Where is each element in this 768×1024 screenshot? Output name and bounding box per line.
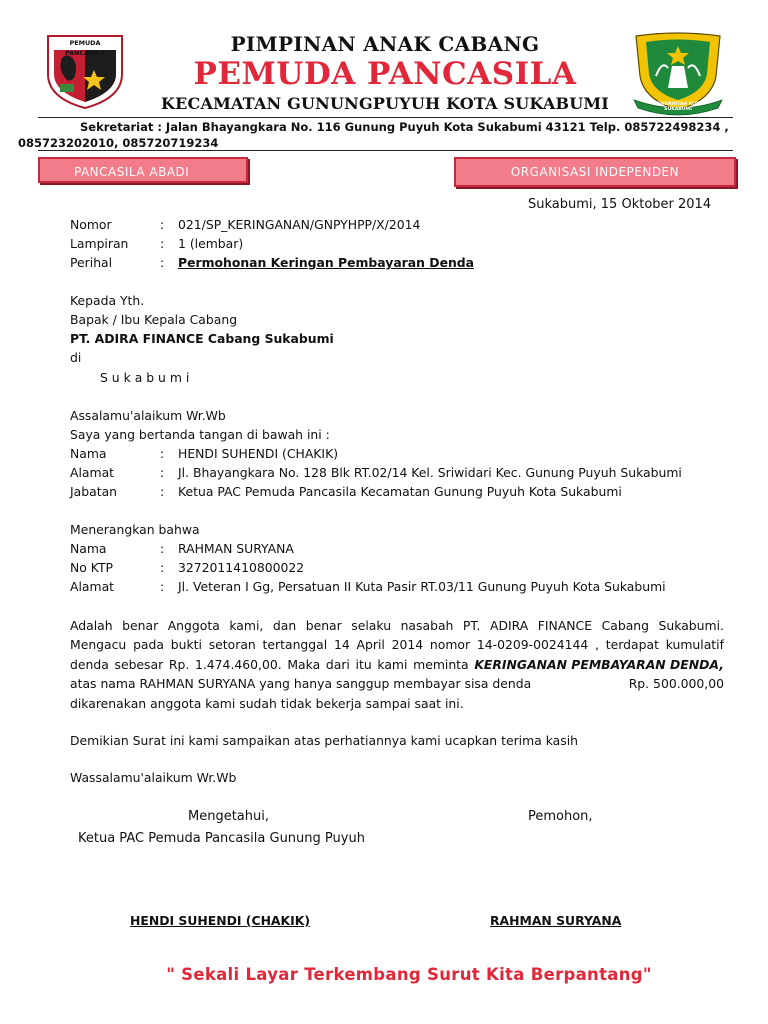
emphasis-keringanan: KERINGANAN PEMBAYARAN DENDA,	[474, 656, 724, 672]
member-label-alamat: Alamat	[70, 579, 115, 594]
signer-value-alamat: Jl. Bhayangkara No. 128 Blk RT.02/14 Kel. Sriwidari Kec. Gunung Puyuh Sukabumi	[178, 465, 682, 480]
closing-text: Demikian Surat ini kami sampaikan atas perhatiannya kami ucapkan terima kasih	[70, 733, 579, 748]
meta-value-lampiran: 1 (lembar)	[178, 236, 244, 251]
signature-left-role: Ketua PAC Pemuda Pancasila Gunung Puyuh	[78, 831, 365, 846]
letterhead-rule-bottom	[38, 150, 733, 151]
recipient-company: PT. ADIRA FINANCE Cabang Sukabumi	[70, 331, 334, 346]
signature-left-heading: Mengetahui,	[188, 809, 269, 824]
member-colon: :	[160, 560, 165, 575]
meta-value-perihal: Permohonan Keringan Pembayaran Denda	[178, 255, 475, 270]
meta-label-lampiran: Lampiran	[70, 236, 129, 251]
logo-left-caption: PEMUDA PANCASILA	[64, 39, 106, 57]
letterhead-rule-top	[38, 117, 733, 118]
paragraph-line: dikarenakan anggota kami sudah tidak bekerja sampai saat ini.	[70, 695, 464, 711]
signature-right-heading: Pemohon,	[528, 809, 593, 824]
meta-colon: :	[160, 255, 165, 270]
meta-colon: :	[160, 236, 165, 251]
greeting: Assalamu'alaikum Wr.Wb	[70, 408, 226, 423]
letterhead-org-line2: PEMUDA PANCASILA	[193, 56, 577, 92]
pemuda-pancasila-logo	[44, 34, 126, 110]
meta-label-perihal: Perihal	[70, 255, 113, 270]
signer-label-alamat: Alamat	[70, 465, 115, 480]
kota-sukabumi-emblem	[628, 30, 728, 116]
letterhead-address-line1: Sekretariat : Jalan Bhayangkara No. 116 Gunung Puyuh Kota Sukabumi 43121 Telp. 085722498234 ,	[80, 120, 729, 134]
banner-pancasila-abadi: PANCASILA ABADI	[38, 157, 248, 183]
farewell: Wassalamu'alaikum Wr.Wb	[70, 770, 237, 785]
member-value-nama: RAHMAN SURYANA	[178, 541, 294, 556]
paragraph-line: atas nama RAHMAN SURYANA yang hanya sanggup membayar sisa denda Rp. 500.000,00	[70, 674, 724, 693]
banner-organisasi-independen: ORGANISASI INDEPENDEN	[454, 157, 736, 187]
signer-colon: :	[160, 446, 165, 461]
letterhead-address-line2: 085723202010, 085720719234	[18, 136, 219, 150]
recipient-line1: Kepada Yth.	[70, 293, 145, 308]
member-colon: :	[160, 541, 165, 556]
logo-right-caption: PEMERINTAH KOTA SUKABUMI	[653, 102, 703, 112]
meta-value-nomor: 021/SP_KERINGANAN/GNPYHPP/X/2014	[178, 217, 421, 232]
letterhead-org-line3: KECAMATAN GUNUNGPUYUH KOTA SUKABUMI	[161, 94, 609, 113]
declares-text: Menerangkan bahwa	[70, 522, 200, 537]
meta-label-nomor: Nomor	[70, 217, 112, 232]
signer-colon: :	[160, 484, 165, 499]
recipient-line2: Bapak / Ibu Kepala Cabang	[70, 312, 238, 327]
member-value-ktp: 3272011410800022	[178, 560, 305, 575]
member-colon: :	[160, 579, 165, 594]
paragraph-line: Mengacu pada bukti setoran tertanggal 14 April 2014 nomor 14-0209-0024144 , terdapat kumulatif	[70, 637, 724, 653]
signer-colon: :	[160, 465, 165, 480]
recipient-city: S u k a b u m i	[100, 370, 190, 385]
body-paragraph	[70, 616, 724, 713]
signer-value-nama: HENDI SUHENDI (CHAKIK)	[178, 446, 339, 461]
signature-left-name: HENDI SUHENDI (CHAKIK)	[130, 913, 311, 928]
letterhead-org-line1: PIMPINAN ANAK CABANG	[230, 32, 540, 56]
signer-label-jabatan: Jabatan	[70, 484, 118, 499]
member-label-ktp: No KTP	[70, 560, 113, 575]
amount-remaining: Rp. 500.000,00	[628, 676, 724, 692]
meta-colon: :	[160, 217, 165, 232]
member-label-nama: Nama	[70, 541, 107, 556]
intro-text: Saya yang bertanda tangan di bawah ini :	[70, 427, 330, 442]
paragraph-line: Adalah benar Anggota kami, dan benar selaku nasabah PT. ADIRA FINANCE Cabang Sukabumi.	[70, 618, 724, 633]
motto: " Sekali Layar Terkembang Surut Kita Berpantang"	[166, 965, 652, 984]
recipient-line4: di	[70, 350, 82, 365]
signer-value-jabatan: Ketua PAC Pemuda Pancasila Kecamatan Gunung Puyuh Kota Sukabumi	[178, 484, 622, 499]
paragraph-line: denda sebesar Rp. 1.474.460,00. Maka dari itu kami meminta KERINGANAN PEMBAYARAN DENDA,	[70, 655, 724, 674]
place-date: Sukabumi, 15 Oktober 2014	[528, 197, 712, 212]
member-value-alamat: Jl. Veteran I Gg, Persatuan II Kuta Pasir RT.03/11 Gunung Puyuh Kota Sukabumi	[178, 579, 666, 594]
signer-label-nama: Nama	[70, 446, 107, 461]
signature-right-name: RAHMAN SURYANA	[490, 913, 622, 928]
